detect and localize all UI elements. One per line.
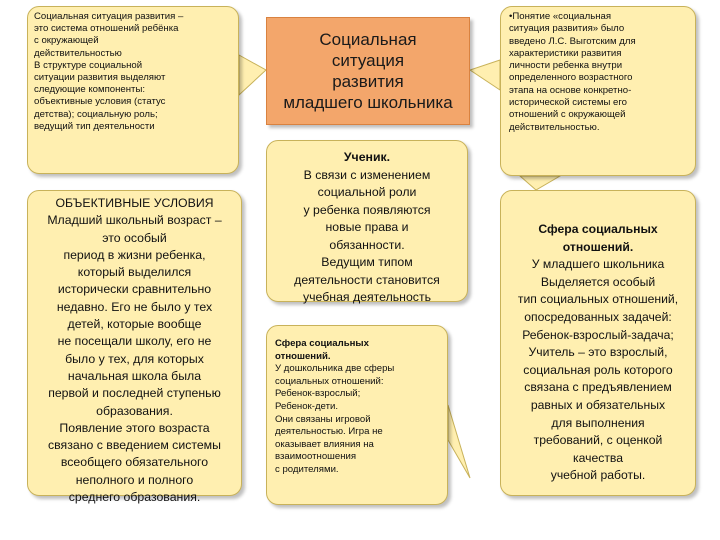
preschool-relations-text: У дошкольника две сферы социальных отношений: Ребенок-взрослый; Ребенок-дети. Они связаны игровой деятельностью. Игра не оказывает влияния на взаимоотношения с родителями.	[275, 363, 395, 475]
vygotsky-callout	[500, 6, 696, 176]
title-box	[266, 17, 470, 125]
student-role-text: В связи с изменением социальной роли у ребенка появляются новые права и обязанности. Ведущим типом деятельности становится учебная деятельность	[294, 167, 440, 304]
arrow-title-to-top-left	[239, 55, 266, 95]
arrow-bottom-callout	[448, 405, 470, 478]
arrow-top-right-down	[520, 176, 560, 190]
page-title: Социальная ситуация развития младшего школьника	[283, 30, 453, 112]
objective-conditions-text: Младший школьный возраст – это особый период в жизни ребенка, который выделился исторически сравнительно недавно. Его не было у тех детей, которые вообще не посещали школу, его не было у тех, для которых начальная школа была первой и последней ступенью образования. Появление этого возраста связано с введением системы всеобщего обязательного неполного и полного среднего образования.	[47, 213, 222, 505]
preschool-relations-callout	[266, 325, 448, 505]
preschool-relations-heading: Сфера социальных отношений.	[275, 338, 369, 362]
definition-callout	[27, 6, 239, 174]
school-relations-heading: Сфера социальных отношений.	[538, 222, 658, 254]
school-relations-text: У младшего школьника Выделяется особый тип социальных отношений, опосредованных задачей: Ребенок-взрослый-задача; Учитель – это взрослый, социальная роль которого связана с предъявлением равных и обязательных для выполнения требований, с оценкой качества учебной работы.	[517, 257, 679, 483]
objective-conditions-heading: ОБЪЕКТИВНЫЕ УСЛОВИЯ	[55, 196, 214, 210]
objective-conditions-box	[27, 190, 242, 505]
school-relations-box	[500, 190, 696, 496]
student-role-heading: Ученик.	[343, 150, 391, 164]
definition-text: Социальная ситуация развития – это система отношений ребёнка с окружающей действительностью В структуре социальной ситуации развития выделяют следующие компоненты: объективные условия (статус детства); социальную роль; ведущий тип деятельности	[34, 11, 184, 132]
arrow-title-to-top-right	[470, 60, 500, 90]
student-role-box	[266, 140, 468, 302]
vygotsky-text: •Понятие «социальная ситуация развития» было введено Л.С. Выготским для характеристики развития личности ребенка внутри определенного возрастного этапа на основе конкретно- исторической системы его отношений с окружающей действительностью.	[509, 11, 636, 133]
